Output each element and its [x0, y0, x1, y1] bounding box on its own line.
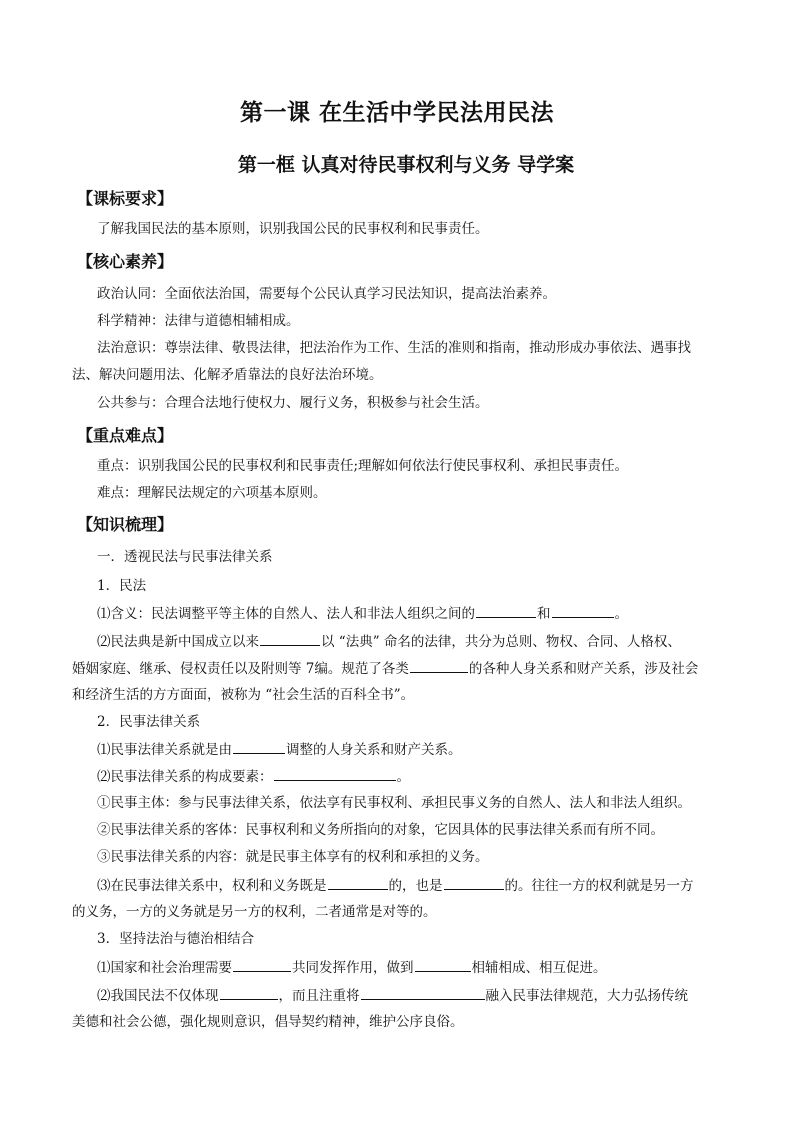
zhishi-b3-l2: 的义务，一方的义务就是另一方的权利，二者通常是对等的。 — [72, 904, 437, 920]
section-heading-zhongdian: 【重点难点】 — [77, 426, 174, 445]
zhishi-s1: 一．透视民法与民事法律关系 — [97, 549, 273, 565]
zhishi-b2 — [97, 766, 410, 787]
a1-pre: ⑴含义：民法调整平等主体的自然人、法人和非法人组织之间的 — [97, 606, 475, 622]
zhishi-c1: ①民事主体：参与民事法律关系，依法享有民事权利、承担民事义务的自然人、法人和非法人组织。 — [97, 795, 691, 811]
b2-pre: ⑵民事法律关系的构成要素： — [97, 769, 273, 785]
fill-blank — [476, 603, 536, 618]
hexin-line-2: 科学精神：法律与道德相辅相成。 — [97, 313, 300, 329]
d2-post: 融入民事法律规范，大力弘扬传统 — [485, 988, 688, 1004]
fill-blank — [274, 766, 396, 781]
section-heading-kebiao: 【课标要求】 — [77, 189, 174, 208]
zhishi-c3: ③民事法律关系的内容：就是民事主体享有的权利和承担的义务。 — [97, 849, 489, 865]
a1-mid: 和 — [537, 606, 551, 622]
zhongdian-line-1: 重点：识别我国公民的民事权利和民事责任;理解如何依法行使民事权利、承担民事责任。 — [97, 458, 629, 474]
kebiao-text: 了解我国民法的基本原则，识别我国公民的民事权利和民事责任。 — [97, 221, 489, 237]
d1-pre: ⑴国家和社会治理需要 — [97, 960, 232, 976]
zhishi-d1 — [97, 957, 607, 978]
fill-blank — [220, 985, 278, 1000]
zhishi-s1-1: 1．民法 — [97, 578, 147, 594]
fill-blank — [233, 957, 291, 972]
page-subtitle: 第一框 认真对待民事权利与义务 导学案 — [237, 154, 575, 176]
zhishi-b3 — [97, 875, 694, 896]
zhishi-s1-3: 3．坚持法治与德治相结合 — [97, 931, 255, 947]
zhishi-d2-l2: 美德和社会公德，强化规则意识，倡导契约精神，维护公序良俗。 — [72, 1014, 464, 1030]
b2-post: 。 — [396, 769, 410, 785]
fill-blank — [233, 739, 285, 754]
a2-l2-pre: 婚姻家庭、继承、侵权责任以及附则等 7编。规范了各类 — [72, 661, 409, 677]
b3-pre: ⑶在民事法律关系中，权利和义务既是 — [97, 878, 327, 894]
zhishi-d2 — [97, 985, 688, 1006]
a2-l2-post: 的各种人身关系和财产关系，涉及社会 — [468, 661, 699, 677]
d2-mid: ，而且注重将 — [278, 988, 360, 1004]
zhishi-a2-l2 — [72, 658, 698, 679]
zhishi-a1 — [97, 603, 628, 624]
fill-blank — [444, 875, 504, 890]
d1-mid: 共同发挥作用，做到 — [292, 960, 414, 976]
hexin-line-5: 公共参与：合理合法地行使权力、履行义务，积极参与社会生活。 — [97, 395, 489, 411]
fill-blank — [361, 985, 485, 1000]
zhongdian-line-2: 难点：理解民法规定的六项基本原则。 — [97, 485, 327, 501]
page-title: 第一课 在生活中学民法用民法 — [239, 100, 554, 126]
a1-end: 。 — [614, 606, 628, 622]
hexin-line-1: 政治认同：全面依法治国，需要每个公民认真学习民法知识，提高法治素养。 — [97, 286, 556, 302]
b3-post: 的。往往一方的权利就是另一方 — [504, 878, 694, 894]
a2-post: 以 “法典” 命名的法律，共分为总则、物权、合同、人格权、 — [321, 634, 681, 650]
hexin-line-3: 法治意识：尊崇法律、敬畏法律，把法治作为工作、生活的准则和指南，推动形成办事依法、遇事找 — [97, 340, 691, 356]
a2-pre: ⑵民法典是新中国成立以来 — [97, 634, 259, 650]
zhishi-s1-2: 2．民事法律关系 — [97, 714, 201, 730]
section-heading-hexin: 【核心素养】 — [77, 252, 174, 271]
b1-pre: ⑴民事法律关系就是由 — [97, 742, 232, 758]
fill-blank — [260, 631, 320, 646]
fill-blank — [415, 957, 471, 972]
section-heading-zhishi: 【知识梳理】 — [77, 515, 174, 534]
fill-blank — [328, 875, 388, 890]
b3-mid: 的，也是 — [388, 878, 443, 894]
fill-blank — [410, 658, 468, 673]
fill-blank — [552, 603, 614, 618]
zhishi-a2-l3: 和经济生活的方方面面，被称为 “社会生活的百科全书”。 — [72, 687, 415, 703]
d1-post: 相辅相成、相互促进。 — [471, 960, 607, 976]
zhishi-c2: ②民事法律关系的客体：民事权利和义务所指向的对象，它因具体的民事法律关系而有所不同。 — [97, 822, 664, 838]
d2-pre: ⑵我国民法不仅体现 — [97, 988, 219, 1004]
hexin-line-4: 法、解决问题用法、化解矛盾靠法的良好法治环境。 — [72, 367, 383, 383]
b1-post: 调整的人身关系和财产关系。 — [286, 742, 462, 758]
zhishi-a2 — [97, 631, 681, 652]
zhishi-b1 — [97, 739, 462, 760]
